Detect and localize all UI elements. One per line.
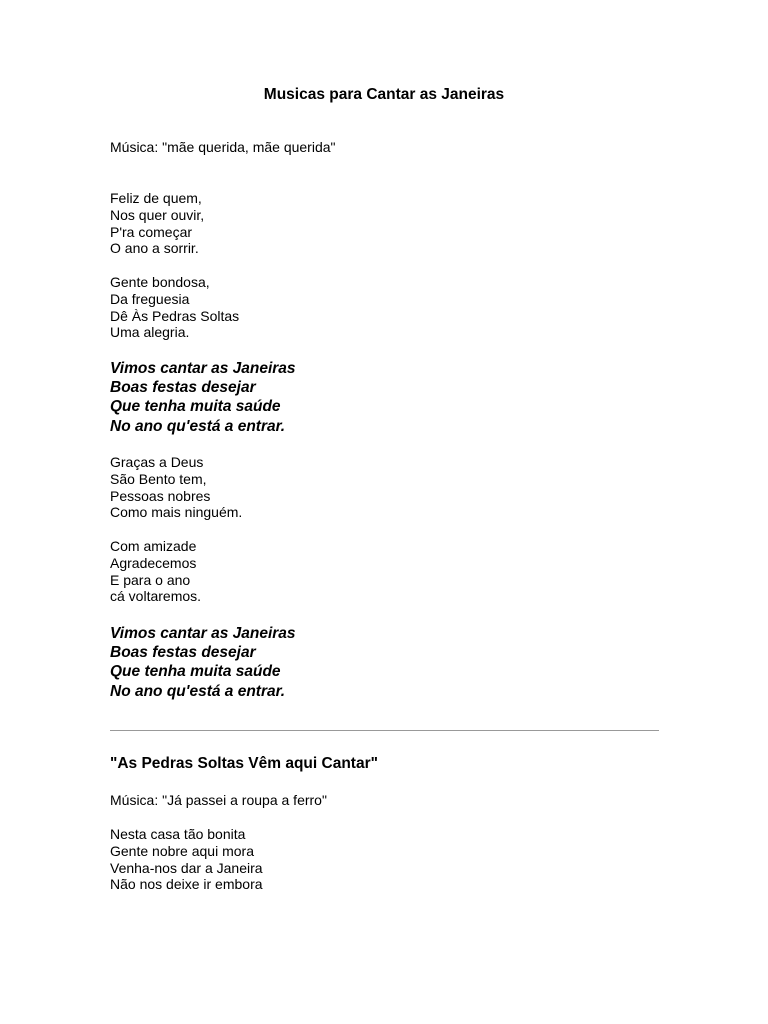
chorus-line: Vimos cantar as Janeiras: [110, 360, 296, 377]
verse-line: Gente nobre aqui mora: [110, 842, 254, 859]
verse-line: Nos quer ouvir,: [110, 206, 205, 223]
song1-verse-2: [110, 274, 239, 341]
chorus-line: No ano qu'está a entrar.: [110, 417, 286, 435]
chorus-line: Vimos cantar as Janeiras: [110, 625, 296, 642]
verse-line: Como mais ninguém.: [110, 504, 243, 521]
verse-line: Agradecemos: [110, 554, 197, 571]
verse-line: Graças a Deus: [110, 454, 204, 470]
verse-line: Não nos deixe ir embora: [110, 876, 263, 893]
song2-verse-1: [110, 826, 263, 893]
verse-line: Feliz de quem,: [110, 190, 202, 206]
chorus-line: Boas festas desejar: [110, 379, 256, 397]
song1-verse-4: [110, 538, 201, 605]
verse-line: Venha-nos dar a Janeira: [110, 859, 263, 876]
song1-chorus-2: [110, 624, 296, 701]
verse-line: Dê Às Pedras Soltas: [110, 307, 240, 324]
song1-music-line: Música: "mãe querida, mãe querida": [110, 139, 336, 155]
chorus-line: Boas festas desejar: [110, 644, 256, 662]
song2-title: "As Pedras Soltas Vêm aqui Cantar": [110, 755, 378, 772]
verse-line: P'ra começar: [110, 223, 193, 240]
song2-music-line: Música: "Já passei a roupa a ferro": [110, 792, 327, 808]
song1-verse-3: [110, 454, 242, 521]
verse-line: E para o ano: [110, 571, 191, 588]
verse-line: Pessoas nobres: [110, 487, 211, 504]
song1-verse-1: [110, 190, 204, 257]
verse-line: São Bento tem,: [110, 470, 207, 487]
section-divider: [110, 730, 659, 731]
song1-chorus-1: [110, 359, 296, 436]
verse-line: Gente bondosa,: [110, 274, 210, 290]
verse-line: Da freguesia: [110, 290, 190, 307]
verse-line: cá voltaremos.: [110, 588, 202, 605]
verse-line: O ano a sorrir.: [110, 240, 199, 257]
verse-line: Nesta casa tão bonita: [110, 826, 246, 842]
verse-line: Com amizade: [110, 538, 197, 554]
document-title: Musicas para Cantar as Janeiras: [263, 86, 505, 103]
chorus-line: Que tenha muita saúde: [110, 398, 281, 416]
verse-line: Uma alegria.: [110, 324, 190, 341]
chorus-line: No ano qu'está a entrar.: [110, 682, 286, 700]
chorus-line: Que tenha muita saúde: [110, 663, 281, 681]
